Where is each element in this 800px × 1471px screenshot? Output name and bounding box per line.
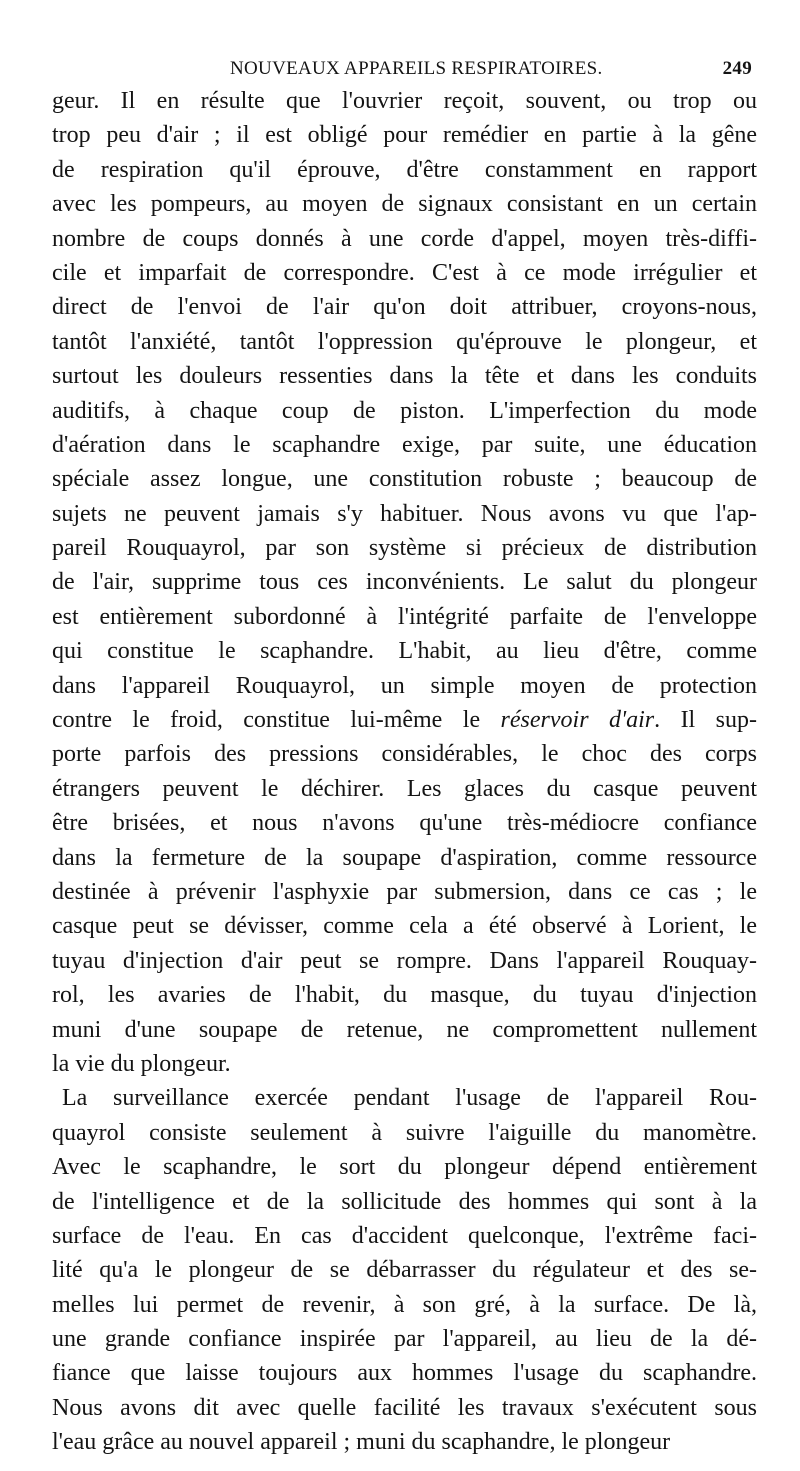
text-line: casque peut se dévisser, comme cela a été observé à Lorient, le [52, 913, 757, 940]
text-line: une grande confiance inspirée par l'appareil, au lieu de la dé- [52, 1326, 757, 1353]
emphasis: réservoir d'air [500, 707, 655, 734]
text-line: contre le froid, constitue lui-même le réservoir d'air. Il sup- [52, 707, 757, 734]
text-line: de l'intelligence et de la sollicitude des hommes qui sont à la [52, 1188, 757, 1215]
text-line: tantôt l'anxiété, tantôt l'oppression qu'éprouve le plongeur, et [52, 328, 757, 355]
text-line: de respiration qu'il éprouve, d'être constamment en rapport [52, 156, 757, 183]
body-text [52, 84, 757, 1460]
paragraph [52, 84, 757, 1081]
running-head [52, 58, 752, 84]
text-line: destinée à prévenir l'asphyxie par submersion, dans ce cas ; le [52, 878, 757, 905]
text-line: rol, les avaries de l'habit, du masque, du tuyau d'injection [52, 982, 757, 1009]
text-line: direct de l'envoi de l'air qu'on doit attribuer, croyons-nous, [52, 294, 757, 321]
text-line: tuyau d'injection d'air peut se rompre. Dans l'appareil Rouquay- [52, 947, 757, 974]
text-line: de l'air, supprime tous ces inconvénients. Le salut du plongeur [52, 569, 757, 596]
text-line: est entièrement subordonné à l'intégrité parfaite de l'enveloppe [52, 603, 757, 630]
text-line: qui constitue le scaphandre. L'habit, au lieu d'être, comme [52, 638, 757, 665]
text-line: être brisées, et nous n'avons qu'une très-médiocre confiance [52, 810, 757, 837]
text-line: fiance que laisse toujours aux hommes l'usage du scaphandre. [52, 1360, 757, 1387]
text-line: porte parfois des pressions considérables, le choc des corps [52, 741, 757, 768]
text-line: la vie du plongeur. [52, 1050, 231, 1077]
text-line: trop peu d'air ; il est obligé pour remédier en partie à la gêne [52, 122, 757, 149]
text-line: avec les pompeurs, au moyen de signaux consistant en un certain [52, 191, 757, 218]
text-line: nombre de coups donnés à une corde d'appel, moyen très-diffi- [52, 225, 757, 252]
text-line: Avec le scaphandre, le sort du plongeur dépend entièrement [52, 1154, 757, 1181]
running-title: NOUVEAUX APPAREILS RESPIRATOIRES. [230, 58, 603, 79]
text-line: auditifs, à chaque coup de piston. L'imperfection du mode [52, 397, 757, 424]
text-line: lité qu'a le plongeur de se débarrasser du régulateur et des se- [52, 1257, 757, 1284]
text-line: surface de l'eau. En cas d'accident quelconque, l'extrême faci- [52, 1222, 757, 1249]
text-line: dans l'appareil Rouquayrol, un simple moyen de protection [52, 672, 757, 699]
text-line: l'eau grâce au nouvel appareil ; muni du scaphandre, le plongeur [52, 1429, 671, 1456]
text-line: spéciale assez longue, une constitution robuste ; beaucoup de [52, 466, 757, 493]
text-line: quayrol consiste seulement à suivre l'aiguille du manomètre. [52, 1119, 757, 1146]
text-line: geur. Il en résulte que l'ouvrier reçoit, souvent, ou trop ou [52, 88, 757, 114]
text-line: d'aération dans le scaphandre exige, par suite, une éducation [52, 431, 757, 458]
text-line: muni d'une soupape de retenue, ne compromettent nullement [52, 1016, 757, 1043]
text-line: melles lui permet de revenir, à son gré, à la surface. De là, [52, 1291, 757, 1318]
text-line: étrangers peuvent le déchirer. Les glaces du casque peuvent [52, 775, 757, 802]
text-line: La surveillance exercée pendant l'usage de l'appareil Rou- [62, 1085, 757, 1112]
text-line: surtout les douleurs ressenties dans la tête et dans les conduits [52, 363, 757, 390]
text-line: cile et imparfait de correspondre. C'est à ce mode irrégulier et [52, 259, 757, 286]
paragraph [52, 1081, 757, 1459]
text-line: sujets ne peuvent jamais s'y habituer. Nous avons vu que l'ap- [52, 500, 757, 527]
text-line: pareil Rouquayrol, par son système si précieux de distribution [52, 535, 757, 562]
text-line: Nous avons dit avec quelle facilité les travaux s'exécutent sous [52, 1394, 757, 1421]
page-number: 249 [722, 58, 752, 79]
text-line: dans la fermeture de la soupape d'aspiration, comme ressource [52, 844, 757, 871]
